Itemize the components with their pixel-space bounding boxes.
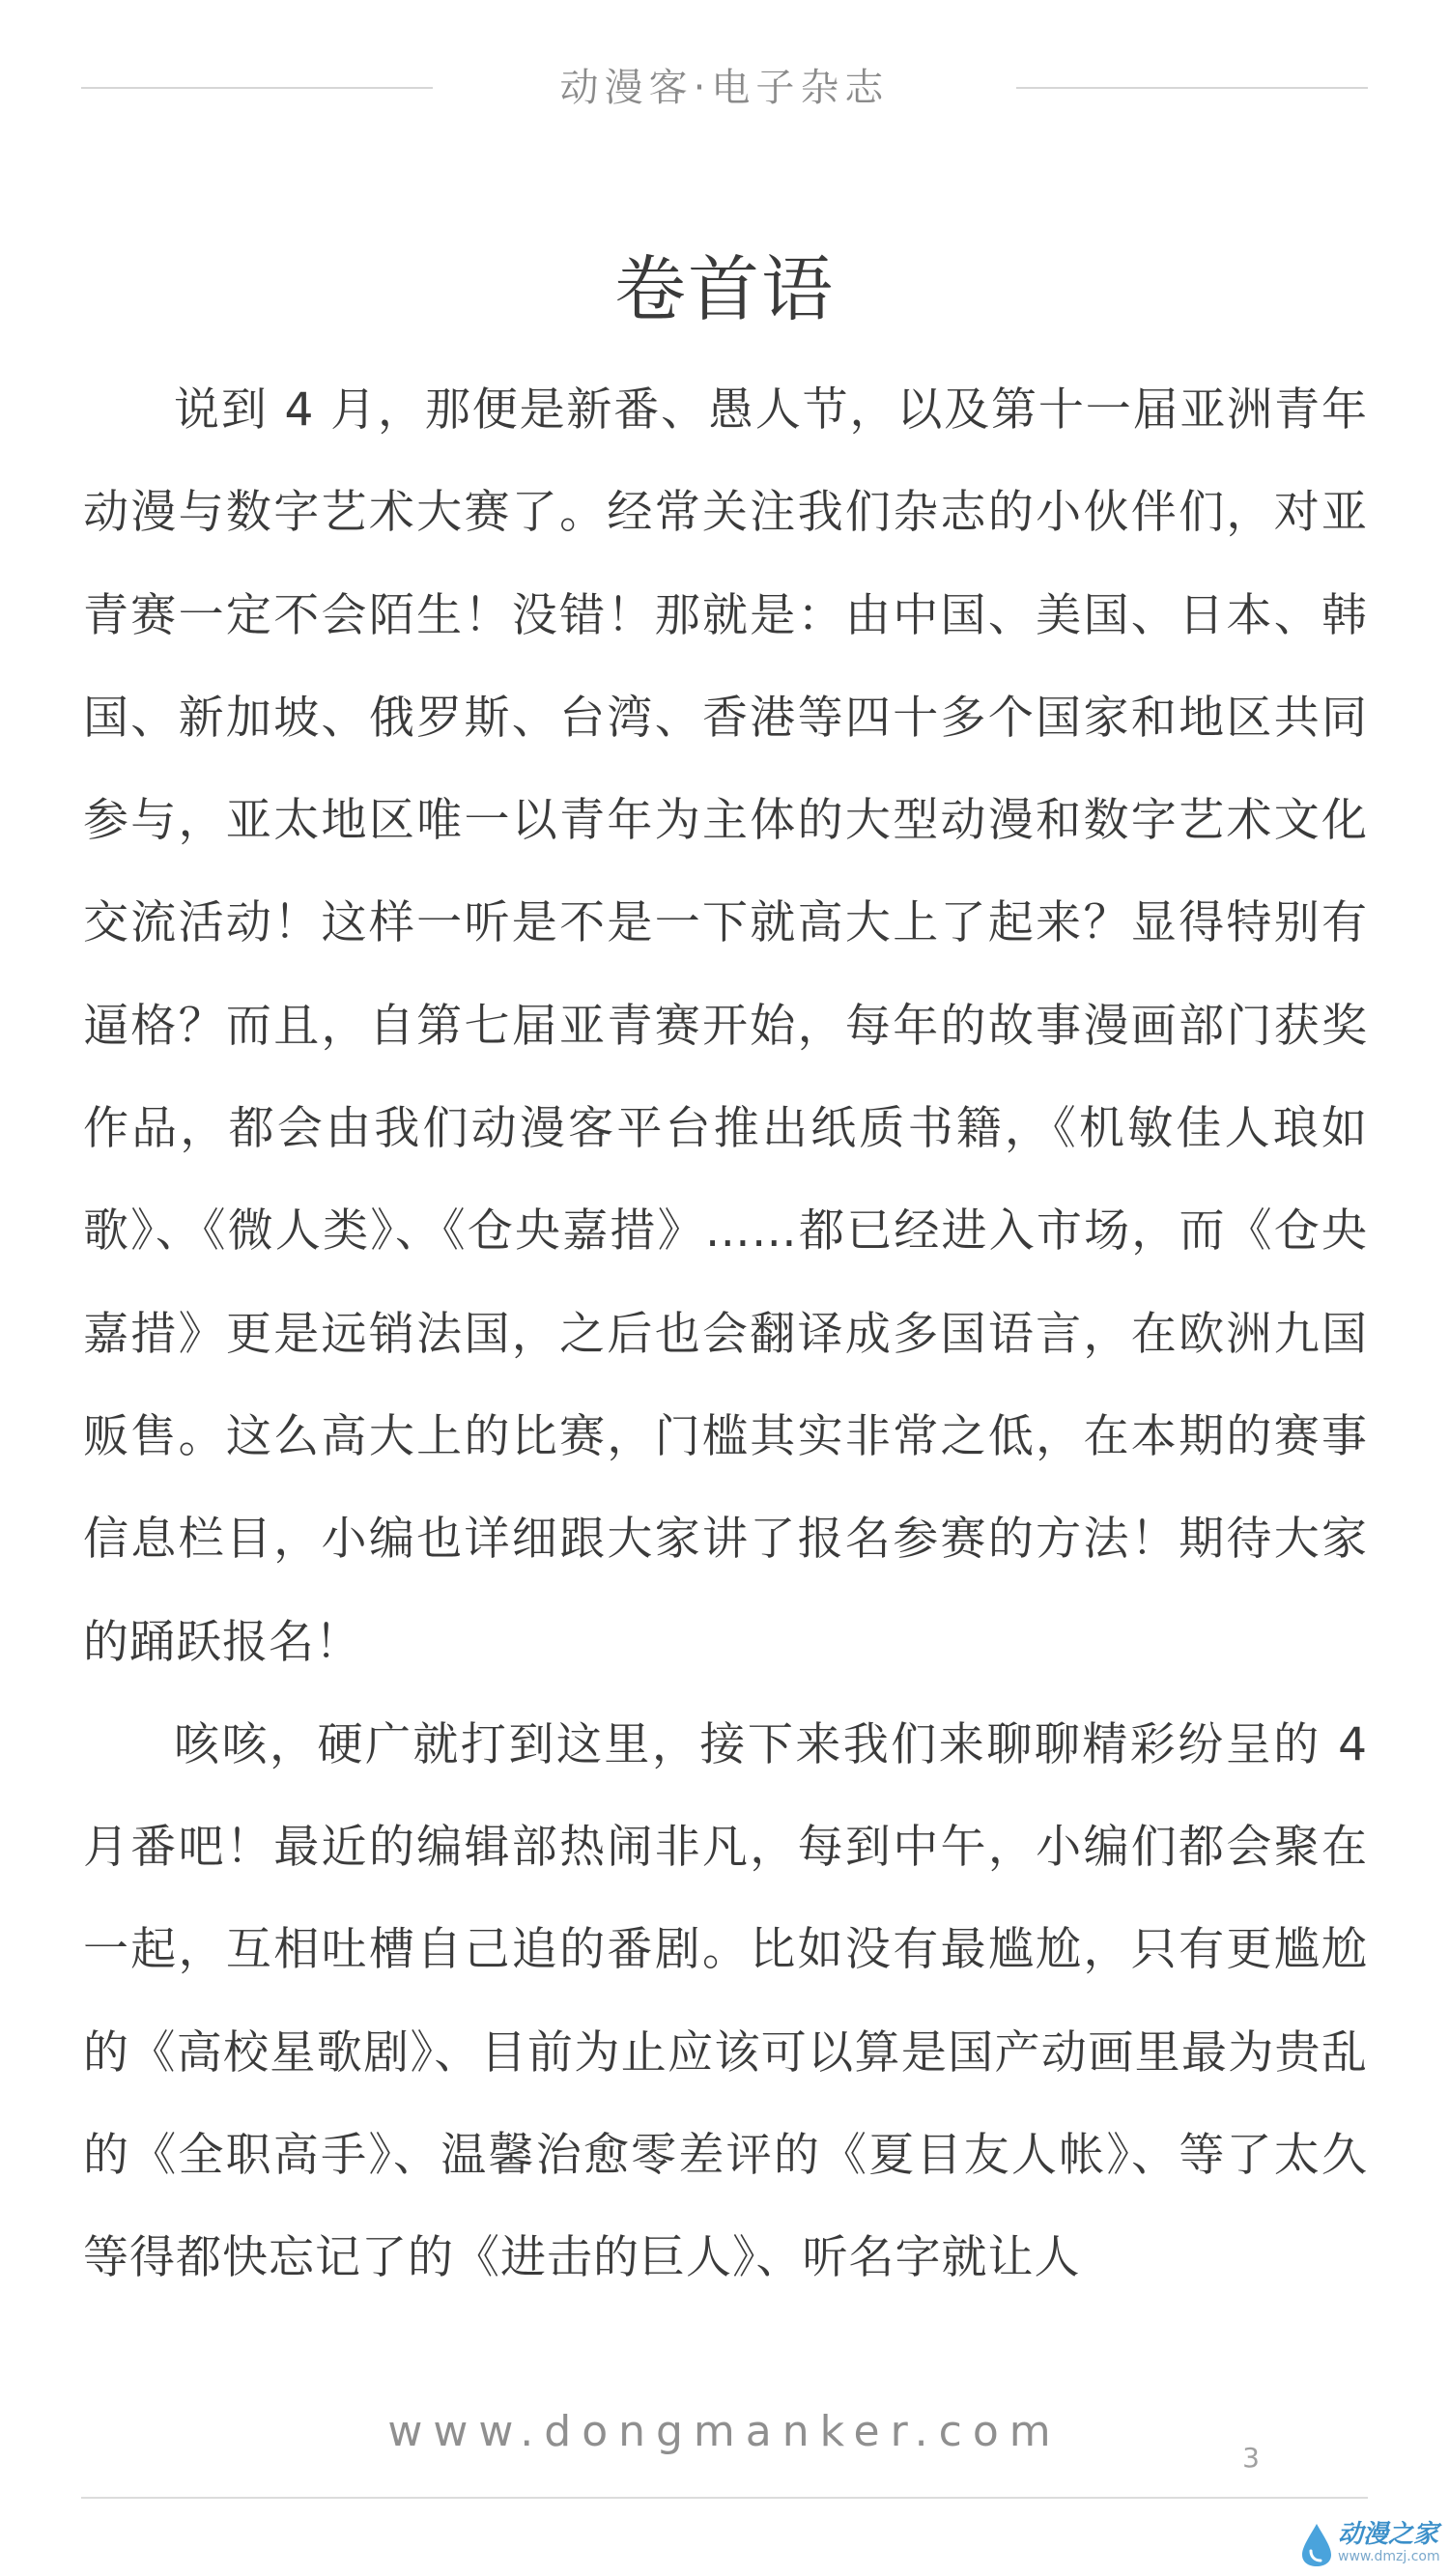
site-watermark <box>1299 2516 1444 2572</box>
header-divider-right <box>1016 87 1368 89</box>
watermark-name: 动漫之家 <box>1338 2520 1439 2549</box>
droplet-logo-icon <box>1299 2522 1334 2568</box>
magazine-title: 动漫客·电子杂志 <box>559 66 890 110</box>
footer-divider <box>81 2497 1368 2499</box>
paragraph-1: 说到 4 月，那便是新番、愚人节，以及第十一届亚洲青年动漫与数字艺术大赛了。经常关注我们杂志的小伙伴们，对亚青赛一定不会陌生！没错！那就是：由中国、美国、日本、韩国、新加坡、俄罗斯、台湾、香港等四十多个国家和地区共同参与，亚太地区唯一以青年为主体的大型动漫和数字艺术文化交流活动！这样一听是不是一下就高大上了起来？显得特别有逼格？而且，自第七届亚青赛开始，每年的故事漫画部门获奖作品，都会由我们动漫客平台推出纸质书籍，《机敏佳人琅如歌》、《微人类》、《仓央嘉措》……都已经进入市场，而《仓央嘉措》更是远销法国，之后也会翻译成多国语言，在欧洲九国贩售。这么高大上的比赛，门槛其实非常之低，在本期的赛事信息栏目，小编也详细跟大家讲了报名参赛的方法！期待大家的踊跃报名！ <box>83 383 1368 1669</box>
page-number: 3 <box>1242 2442 1260 2474</box>
watermark-url: www.dmzj.com <box>1338 2549 1440 2564</box>
header-divider-left <box>81 87 433 89</box>
website-url: www.dongmanker.com <box>387 2407 1062 2456</box>
article-body <box>83 359 1368 2310</box>
article-title: 卷首语 <box>614 248 835 331</box>
paragraph-2: 咳咳，硬广就打到这里，接下来我们来聊聊精彩纷呈的 4 月番吧！最近的编辑部热闹非凡，每到中午，小编们都会聚在一起，互相吐槽自己追的番剧。比如没有最尴尬，只有更尴尬的《高校星歌剧》、目前为止应该可以算是国产动画里最为贵乱的《全职高手》、温馨治愈零差评的《夏目友人帐》、等了太久等得都快忘记了的《进击的巨人》、听名字就让人 <box>83 1717 1368 2285</box>
